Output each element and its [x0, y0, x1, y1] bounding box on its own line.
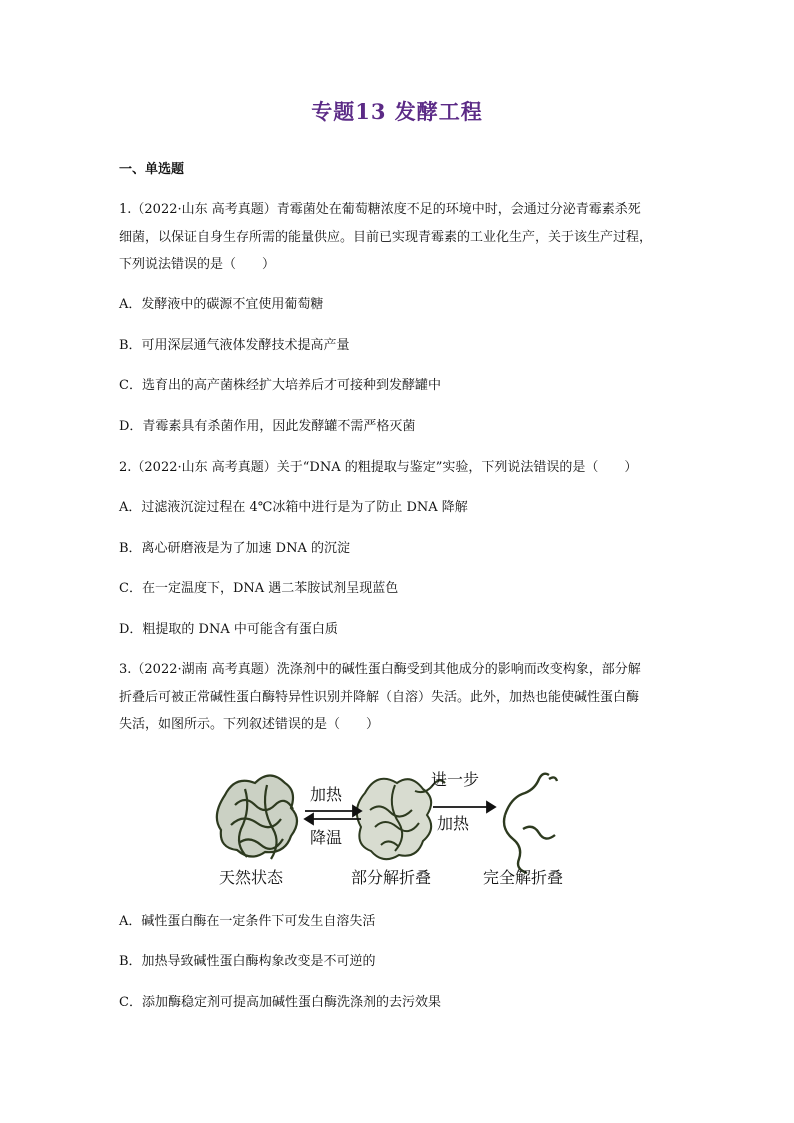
label-native-state: 天然状态	[219, 868, 284, 887]
q1-stem-line-1: 1.（2022·山东 高考真题）青霉菌处在葡萄糖浓度不足的环境中时，会通过分泌青霉素杀死	[119, 202, 641, 217]
label-partial-unfold: 部分解折叠	[351, 868, 432, 887]
q3-option-c: C．添加酶稳定剂可提高加碱性蛋白酶洗涤剂的去污效果	[119, 995, 441, 1010]
page-title: 专题13 发酵工程	[311, 99, 483, 124]
q3-stem-line-2: 折叠后可被正常碱性蛋白酶特异性识别并降解（自溶）失活。此外，加热也能使碱性蛋白酶	[119, 690, 640, 705]
q3-stem-line-3: 失活，如图所示。下列叙述错误的是（ ）	[119, 717, 380, 732]
arrow1-top-label: 加热	[310, 785, 343, 804]
native-protein-icon	[217, 776, 297, 860]
section-heading: 一、单选题	[119, 162, 185, 177]
q1-option-c: C．选育出的高产菌株经扩大培养后才可接种到发酵罐中	[119, 378, 441, 393]
q1-stem-line-3: 下列说法错误的是（ ）	[119, 257, 276, 272]
q3-option-b: B．加热导致碱性蛋白酶构象改变是不可逆的	[119, 954, 376, 969]
q3-stem-line-1: 3.（2022·湖南 高考真题）洗涤剂中的碱性蛋白酶受到其他成分的影响而改变构象，部分解	[119, 662, 641, 677]
forward-arrow-icon	[433, 802, 495, 812]
arrow2-bottom-label: 加热	[437, 814, 470, 833]
q2-option-a: A．过滤液沉淀过程在 4℃冰箱中进行是为了防止 DNA 降解	[119, 500, 468, 515]
q1-option-a: A．发酵液中的碳源不宜使用葡萄糖	[119, 297, 324, 312]
partial-unfolded-protein-icon	[357, 779, 445, 859]
label-full-unfold: 完全解折叠	[483, 868, 564, 887]
reversible-arrow-icon	[305, 806, 361, 824]
q2-option-c: C．在一定温度下，DNA 遇二苯胺试剂呈现蓝色	[119, 581, 399, 596]
q1-option-b: B．可用深层通气液体发酵技术提高产量	[119, 338, 350, 353]
arrow2-top-label: 进一步	[431, 770, 480, 789]
q2-stem-line-1: 2.（2022·山东 高考真题）关于“DNA 的粗提取与鉴定”实验，下列说法错误的是（ ）	[119, 460, 638, 475]
fully-unfolded-protein-icon	[504, 774, 557, 873]
q3-option-a: A．碱性蛋白酶在一定条件下可发生自溶失活	[119, 914, 376, 929]
q2-option-d: D．粗提取的 DNA 中可能含有蛋白质	[119, 622, 338, 637]
protein-unfolding-figure	[205, 755, 585, 895]
q1-stem-line-2: 细菌，以保证自身生存所需的能量供应。目前已实现青霉素的工业化生产，关于该生产过程，	[119, 230, 653, 245]
q1-option-d: D．青霉素具有杀菌作用，因此发酵罐不需严格灭菌	[119, 419, 416, 434]
q2-option-b: B．离心研磨液是为了加速 DNA 的沉淀	[119, 541, 351, 556]
arrow1-bottom-label: 降温	[310, 828, 343, 847]
